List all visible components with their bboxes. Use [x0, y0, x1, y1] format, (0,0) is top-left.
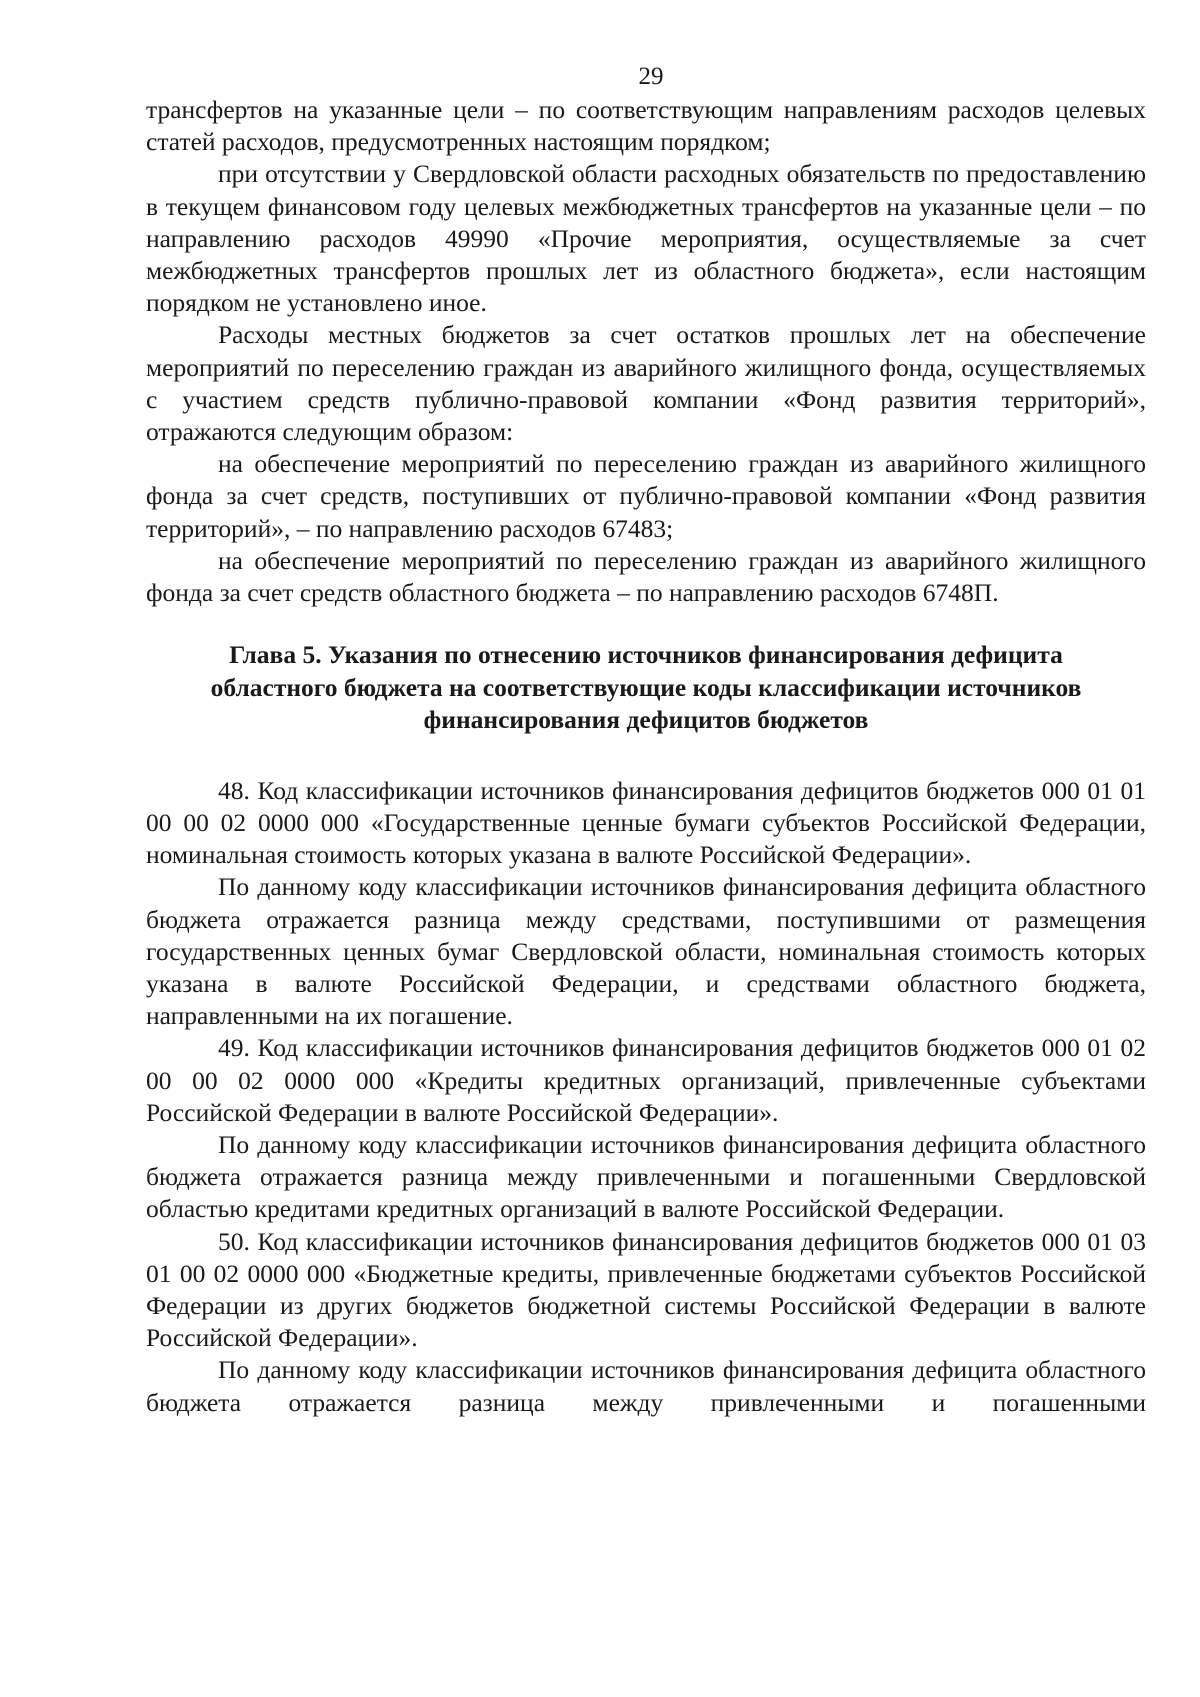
- paragraph: 50. Код классификации источников финансирования дефицитов бюджетов 000 01 03 01 00 02 0000 000 «Бюджетные кредиты, привлеченные бюджетами субъектов Российской Федерации из других бюджетов бюджетной системы Российской Федерации в валюте Российской Федерации».: [146, 1226, 1146, 1353]
- paragraph: По данному коду классификации источников финансирования дефицита областного бюджета отражается разница между привлеченными и погашенными: [146, 1355, 1146, 1417]
- chapter-title-line-2: областного бюджета на соответствующие коды классификации источников: [210, 672, 1082, 702]
- intro-section: [146, 94, 1146, 609]
- document-page: [146, 62, 1146, 1419]
- paragraph: на обеспечение мероприятий по переселению граждан из аварийного жилищного фонда за счет средств, поступивших от публично-правовой компании «Фонд развития территорий», – по направлению расходов 67483;: [146, 449, 1146, 543]
- paragraph: при отсутствии у Свердловской области расходных обязательств по предоставлению в текущем финансовом году целевых межбюджетных трансфертов на указанные цели – по направлению расходов 49990 «Прочие мероприятия, осуществляемые за счет межбюджетных трансфертов прошлых лет из областного бюджета», если настоящим порядком не установлено иное.: [146, 159, 1146, 318]
- paragraph: 49. Код классификации источников финансирования дефицитов бюджетов 000 01 02 00 00 02 0000 000 «Кредиты кредитных организаций, привлеченные субъектами Российской Федерации в валюте Российской Федерации».: [146, 1033, 1146, 1127]
- paragraph: трансфертов на указанные цели – по соответствующим направлениям расходов целевых статей расходов, предусмотренных настоящим порядком;: [146, 95, 1146, 157]
- paragraph: Расходы местных бюджетов за счет остатков прошлых лет на обеспечение мероприятий по переселению граждан из аварийного жилищного фонда, осуществляемых с участием средств публично-правовой компании «Фонд развития территорий», отражаются следующим образом:: [146, 320, 1146, 447]
- paragraph: По данному коду классификации источников финансирования дефицита областного бюджета отражается разница между средствами, поступившими от размещения государственных ценных бумаг Свердловской области, номинальная стоимость которых указана в валюте Российской Федерации, и средствами областного бюджета, направленными на их погашение.: [146, 872, 1146, 1031]
- paragraph: 48. Код классификации источников финансирования дефицитов бюджетов 000 01 01 00 00 02 0000 000 «Государственные ценные бумаги субъектов Российской Федерации, номинальная стоимость которых указана в валюте Российской Федерации».: [146, 775, 1146, 870]
- spacer: [146, 609, 1146, 639]
- page-number: 29: [638, 63, 664, 90]
- chapter-title-line-3: финансирования дефицитов бюджетов: [423, 705, 869, 735]
- chapter-body: [146, 775, 1146, 1419]
- chapter-title-line-1: Глава 5. Указания по отнесению источников финансирования дефицита: [229, 640, 1063, 670]
- spacer: [146, 737, 1146, 775]
- paragraph: на обеспечение мероприятий по переселению граждан из аварийного жилищного фонда за счет средств областного бюджета – по направлению расходов 6748П.: [146, 545, 1146, 608]
- chapter-heading: [146, 639, 1146, 737]
- paragraph: По данному коду классификации источников финансирования дефицита областного бюджета отражается разница между привлеченными и погашенными Свердловской областью кредитами кредитных организаций в валюте Российской Федерации.: [146, 1129, 1146, 1224]
